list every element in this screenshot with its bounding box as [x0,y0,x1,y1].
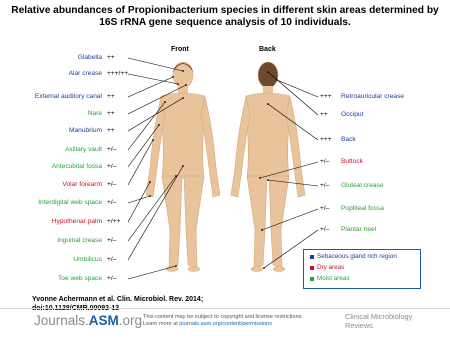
front-leader-dot [185,84,187,86]
front-leader-line [128,58,183,71]
back-site-label: Occiput [341,111,364,118]
front-site-abundance: +/– [107,199,117,206]
citation [32,296,203,313]
journals-asm-logo[interactable] [34,313,142,328]
back-site-abundance: +/– [320,182,330,189]
front-leader-dot [149,181,151,183]
citation-authors: Yvonne Achermann et al. Clin. Microbiol. Rev. 2014; [32,296,204,303]
front-site-label: Volar forearm [62,181,102,188]
front-leader-dot [177,83,179,85]
front-leader-dot [182,97,184,99]
back-body-left-foot [251,267,263,272]
front-site-label: External auditory canal [34,93,102,100]
front-body-right-leg [184,176,204,268]
back-leader-dot [261,229,263,231]
journal-name [345,313,412,330]
front-site-abundance: ++ [107,54,115,61]
back-site-label: Gluteal crease [341,182,384,189]
front-site-label: Manubrium [69,127,102,134]
back-body-right-foot [273,267,285,272]
front-site-label: Alar crease [68,70,102,77]
front-leader-line [128,77,173,97]
front-leader-dot [175,265,177,267]
front-site-label: Antecubital fossa [51,163,102,170]
back-body-right-leg [269,176,289,268]
back-leader-dot [267,179,269,181]
front-body-right-foot [188,267,200,272]
back-body-left-arm [231,97,250,197]
back-leader-dot [263,267,265,269]
legend-label: Sebaceous gland rich region [317,253,397,260]
front-site-abundance: ++ [107,93,115,100]
footer-divider [0,308,450,309]
back-body-head [258,62,278,88]
front-body-left-leg [162,176,182,268]
permissions-link[interactable]: journals.asm.org/content/permissions [179,321,273,327]
front-view-label: Front [171,46,189,53]
front-leader-dot [152,139,154,141]
copyright-notice [143,314,303,328]
front-site-label: Toe web space [58,275,102,282]
back-site-abundance: +++ [320,136,332,143]
back-leader-dot [267,71,269,73]
front-site-label: Hypothenar palm [51,218,102,225]
front-site-abundance: +/++ [107,218,121,225]
legend-label: Moist areas [317,275,350,282]
front-site-abundance: +/– [107,181,117,188]
back-site-label: Buttock [341,158,363,165]
front-site-label: Axillary vault [64,146,102,153]
back-site-abundance: ++ [320,111,328,118]
front-leader-dot [158,124,160,126]
copyright-line-2-prefix: Learn more at [143,321,180,327]
front-site-label: Nare [87,110,102,117]
front-leader-line [128,266,176,279]
journal-name-line-2: Reviews [345,320,373,330]
back-site-abundance: +++ [320,93,332,100]
back-site-label: Popliteal fossa [341,205,384,212]
front-site-label: Inguinal crease [57,237,102,244]
front-leader-dot [164,101,166,103]
front-leader-dot [172,76,174,78]
front-site-abundance: +/– [107,146,117,153]
back-view-label: Back [259,46,276,53]
back-site-abundance: +/– [320,205,330,212]
front-leader-dot [182,165,184,167]
legend-swatch [310,266,314,270]
back-site-abundance: +/– [320,226,330,233]
front-site-abundance: +/– [107,275,117,282]
legend-swatch [310,277,314,281]
logo-asm: ASM [88,313,119,328]
back-site-label: Retroauricular crease [341,93,405,100]
figure-title: Relative abundances of Propionibacterium species in different skin areas determined by 16S rRNA gene sequence analysis of 10 individuals. [11,5,439,28]
back-body-left-leg [247,176,267,268]
back-site-label: Back [341,136,356,143]
front-leader-line [128,74,178,84]
logo-suffix: .org [118,313,143,328]
back-leader-dot [259,177,261,179]
back-site-abundance: +/– [320,158,330,165]
legend-label: Dry areas [317,264,345,271]
front-site-abundance: +++/++ [107,70,129,77]
journal-name-line-1: Clinical Microbiology [345,312,413,321]
back-site-label: Plantar heel [341,226,377,233]
front-site-abundance: +/– [107,256,117,263]
front-site-abundance: ++ [107,110,115,117]
front-site-abundance: +/– [107,163,117,170]
logo-prefix: Journals. [34,313,89,328]
front-site-abundance: ++ [107,127,115,134]
front-body-right-arm [201,97,220,197]
front-leader-dot [149,195,151,197]
front-site-label: Interdigital web space [38,199,102,206]
legend-swatch [310,255,314,259]
front-leader-dot [182,70,184,72]
back-body-right-arm [286,97,305,197]
back-body-torso [246,93,290,178]
legend [303,249,421,289]
front-body-head [173,62,193,88]
front-site-label: Glabella [77,54,102,61]
front-site-abundance: +/– [107,237,117,244]
back-leader-dot [267,103,269,105]
copyright-line-1: This content may be subject to copyright and license restrictions. [143,314,304,320]
front-site-label: Umbilicus [73,256,102,263]
